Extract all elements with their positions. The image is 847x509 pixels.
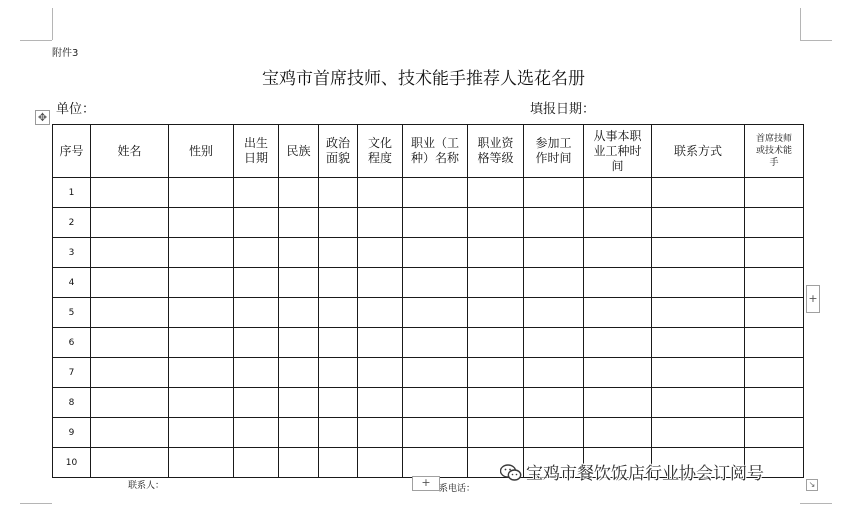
column-header: 政治 面貌 (319, 125, 358, 178)
table-row (53, 178, 804, 208)
table-cell[interactable] (403, 268, 468, 298)
table-cell[interactable] (524, 418, 584, 448)
table-cell[interactable] (584, 238, 652, 268)
watermark (500, 459, 764, 487)
table-cell[interactable] (169, 298, 234, 328)
row-number-cell[interactable]: 3 (53, 238, 91, 268)
watermark-text: 宝鸡市餐饮饭店行业协会订阅号 (526, 464, 764, 484)
table-cell[interactable] (279, 388, 319, 418)
table-cell[interactable] (358, 208, 403, 238)
table-cell[interactable] (524, 208, 584, 238)
table-cell[interactable] (358, 178, 403, 208)
table-cell[interactable] (468, 178, 524, 208)
table-cell[interactable] (403, 238, 468, 268)
table-cell[interactable] (652, 418, 745, 448)
table-cell[interactable] (234, 208, 279, 238)
table-cell[interactable] (169, 178, 234, 208)
table-resize-handle-icon[interactable]: ↘ (806, 479, 818, 491)
table-cell[interactable] (468, 268, 524, 298)
column-header: 参加工 作时间 (524, 125, 584, 178)
table-cell[interactable] (468, 328, 524, 358)
table-cell[interactable] (169, 358, 234, 388)
table-cell[interactable] (652, 328, 745, 358)
table-cell[interactable] (358, 328, 403, 358)
table-cell[interactable] (279, 298, 319, 328)
table-cell[interactable] (468, 388, 524, 418)
table-cell[interactable] (652, 298, 745, 328)
table-cell[interactable] (234, 268, 279, 298)
table-move-handle-icon[interactable]: ✥ (35, 110, 50, 125)
table-cell[interactable] (584, 178, 652, 208)
nominee-roster-table (52, 124, 804, 478)
table-cell[interactable] (279, 418, 319, 448)
table-cell[interactable] (584, 388, 652, 418)
table-cell[interactable] (468, 208, 524, 238)
table-cell[interactable] (279, 238, 319, 268)
column-header: 文化 程度 (358, 125, 403, 178)
table-row (53, 328, 804, 358)
table-cell[interactable] (524, 388, 584, 418)
column-header: 职业（工 种）名称 (403, 125, 468, 178)
table-cell[interactable] (279, 448, 319, 478)
table-cell[interactable] (358, 298, 403, 328)
table-cell[interactable] (358, 358, 403, 388)
table-cell[interactable] (524, 328, 584, 358)
table-cell[interactable] (234, 238, 279, 268)
table-cell[interactable] (468, 298, 524, 328)
table-cell[interactable] (358, 448, 403, 478)
table-row (53, 418, 804, 448)
table-cell[interactable] (652, 268, 745, 298)
add-row-button[interactable]: + (412, 476, 440, 491)
table-row (53, 268, 804, 298)
table-cell[interactable] (319, 178, 358, 208)
wechat-icon (500, 464, 522, 487)
table-cell[interactable] (319, 388, 358, 418)
unit-label: 单位： (56, 102, 96, 117)
column-header: 出生 日期 (234, 125, 279, 178)
column-header: 性别 (169, 125, 234, 178)
table-cell[interactable] (745, 358, 804, 388)
table-cell[interactable] (234, 418, 279, 448)
contact-person-label: 联系人： (128, 481, 165, 491)
fill-date-label: 填报日期： (530, 102, 596, 117)
table-cell[interactable] (745, 418, 804, 448)
table-cell[interactable] (169, 388, 234, 418)
row-number-cell[interactable]: 10 (53, 448, 91, 478)
table-cell[interactable] (279, 208, 319, 238)
table-cell[interactable] (652, 208, 745, 238)
row-number-cell[interactable]: 6 (53, 328, 91, 358)
table-cell[interactable] (524, 358, 584, 388)
table-cell[interactable] (524, 238, 584, 268)
table-cell[interactable] (91, 418, 169, 448)
table-cell[interactable] (91, 208, 169, 238)
table-cell[interactable] (319, 418, 358, 448)
table-row (53, 388, 804, 418)
table-cell[interactable] (169, 448, 234, 478)
row-number-cell[interactable]: 7 (53, 358, 91, 388)
table-cell[interactable] (584, 208, 652, 238)
table-cell[interactable] (234, 178, 279, 208)
crop-mark-top-right-v (800, 8, 801, 40)
add-column-button[interactable]: + (806, 285, 820, 313)
table-cell[interactable] (403, 178, 468, 208)
table-cell[interactable] (319, 208, 358, 238)
crop-mark-top-left-h (20, 40, 52, 41)
table-cell[interactable] (403, 388, 468, 418)
table-cell[interactable] (319, 268, 358, 298)
table-row (53, 298, 804, 328)
table-row (53, 358, 804, 388)
table-cell[interactable] (169, 238, 234, 268)
row-number-cell[interactable]: 4 (53, 268, 91, 298)
table-cell[interactable] (279, 358, 319, 388)
table-cell[interactable] (91, 298, 169, 328)
row-number-cell[interactable]: 8 (53, 388, 91, 418)
table-cell[interactable] (745, 388, 804, 418)
table-cell[interactable] (279, 268, 319, 298)
table-cell[interactable] (169, 268, 234, 298)
table-cell[interactable] (524, 268, 584, 298)
contact-phone-label: 系电话： (439, 484, 476, 494)
row-number-cell[interactable]: 1 (53, 178, 91, 208)
table-cell[interactable] (584, 328, 652, 358)
table-row (53, 208, 804, 238)
table-cell[interactable] (91, 178, 169, 208)
table-cell[interactable] (319, 298, 358, 328)
table-cell[interactable] (403, 208, 468, 238)
table-cell[interactable] (745, 208, 804, 238)
table-cell[interactable] (468, 358, 524, 388)
table-cell[interactable] (524, 298, 584, 328)
table-row (53, 238, 804, 268)
row-number-cell[interactable]: 5 (53, 298, 91, 328)
table-cell[interactable] (319, 238, 358, 268)
table-cell[interactable] (91, 388, 169, 418)
table-cell[interactable] (234, 328, 279, 358)
table-cell[interactable] (91, 268, 169, 298)
table-cell[interactable] (584, 418, 652, 448)
table-cell[interactable] (169, 328, 234, 358)
column-header: 首席技师 或技术能 手 (745, 125, 804, 178)
table-cell[interactable] (468, 418, 524, 448)
table-cell[interactable] (652, 238, 745, 268)
table-cell[interactable] (319, 328, 358, 358)
table-header-row (53, 125, 804, 178)
attachment-label: 附件3 (52, 48, 79, 59)
table-cell[interactable] (319, 448, 358, 478)
table-cell[interactable] (91, 358, 169, 388)
table-cell[interactable] (169, 208, 234, 238)
table-cell[interactable] (745, 268, 804, 298)
table-cell[interactable] (652, 358, 745, 388)
table-cell[interactable] (91, 238, 169, 268)
crop-mark-top-right-h (800, 40, 832, 41)
table-cell[interactable] (234, 388, 279, 418)
column-header: 序号 (53, 125, 91, 178)
table-cell[interactable] (584, 358, 652, 388)
table-cell[interactable] (584, 298, 652, 328)
column-header: 联系方式 (652, 125, 745, 178)
table-cell[interactable] (745, 328, 804, 358)
row-number-cell[interactable]: 2 (53, 208, 91, 238)
table-cell[interactable] (403, 328, 468, 358)
table-cell[interactable] (403, 298, 468, 328)
table-cell[interactable] (745, 298, 804, 328)
table-cell[interactable] (279, 178, 319, 208)
crop-mark-bottom-right-h (800, 503, 832, 504)
column-header: 职业资 格等级 (468, 125, 524, 178)
table-cell[interactable] (358, 418, 403, 448)
table-cell[interactable] (234, 298, 279, 328)
table-cell[interactable] (358, 268, 403, 298)
document-title: 宝鸡市首席技师、技术能手推荐人选花名册 (262, 69, 585, 89)
table-cell[interactable] (279, 328, 319, 358)
table-cell[interactable] (403, 358, 468, 388)
table-cell[interactable] (358, 238, 403, 268)
table-cell[interactable] (403, 448, 468, 478)
table-cell[interactable] (652, 388, 745, 418)
table-cell[interactable] (234, 358, 279, 388)
table-cell[interactable] (169, 418, 234, 448)
table-cell[interactable] (234, 448, 279, 478)
column-header: 姓名 (91, 125, 169, 178)
crop-mark-bottom-left-h (20, 503, 52, 504)
column-header: 民族 (279, 125, 319, 178)
table-cell[interactable] (652, 178, 745, 208)
table-cell[interactable] (745, 238, 804, 268)
crop-mark-top-left-v (52, 8, 53, 40)
table-cell[interactable] (403, 418, 468, 448)
column-header: 从事本职 业工种时 间 (584, 125, 652, 178)
table-cell[interactable] (358, 388, 403, 418)
table-cell[interactable] (584, 268, 652, 298)
row-number-cell[interactable]: 9 (53, 418, 91, 448)
table-cell[interactable] (319, 358, 358, 388)
table-cell[interactable] (468, 238, 524, 268)
table-cell[interactable] (91, 328, 169, 358)
table-cell[interactable] (745, 178, 804, 208)
table-cell[interactable] (91, 448, 169, 478)
table-cell[interactable] (524, 178, 584, 208)
